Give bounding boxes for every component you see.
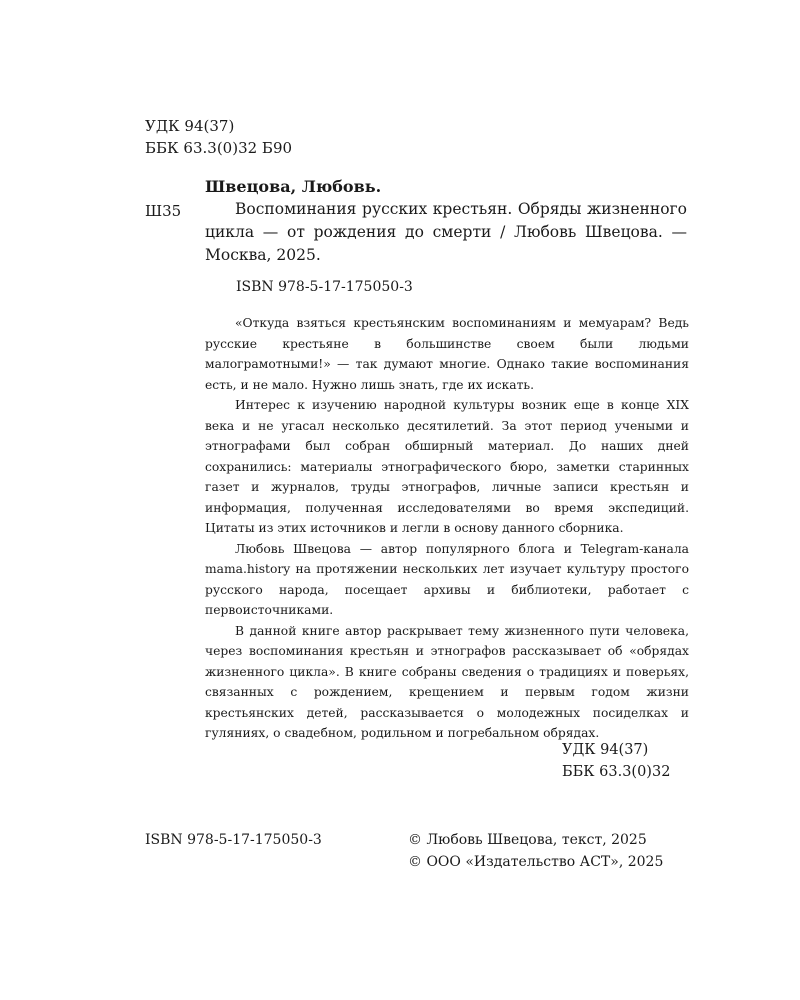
copyright-text: © Любовь Швецова, текст, 2025 [408,832,647,848]
isbn-top: ISBN 978-5-17-175050-3 [236,279,413,295]
copyright-publisher: © ООО «Издательство АСТ», 2025 [408,854,664,870]
classification-codes [145,115,292,159]
author-heading: Швецова, Любовь. [205,177,382,196]
annotation-paragraph: Любовь Швецова — автор популярного блога и Telegram-канала mama.history на протяжении нескольких лет изучает культуру простого русского народа, посещает архивы и библиотеки, работает с первоисточниками. [205,541,689,617]
bbk-code-bottom: ББК 63.3(0)32 [562,764,671,780]
classification-codes-bottom [562,739,670,783]
annotation-paragraph: Интерес к изучению народной культуры возник еще в конце XIX века и не угасал несколько десятилетий. За этот период учеными и этнографами был собран обширный материал. До наших дней сохранились: материалы этнографического бюро, заметки старинных газет и журналов, труды этнографов, личные записи крестьян и информация, полученная исследователями во время экспедиций. Цитаты из этих источников и легли в основу данного сборника. [205,398,689,535]
bbk-code: ББК 63.3(0)32 Б90 [145,139,293,157]
annotation-paragraph: В данной книге автор раскрывает тему жизненного пути человека, через воспоминания крестьян и этнографов рассказывает об «обрядах жизненного цикла». В книге собраны сведения о традициях и поверьях, связанных с рождением, крещением и первым годом жизни крестьянских детей, рассказывается о молодежных посиделках и гуляниях, о свадебном, родильном и погребальном обрядах. [205,623,689,740]
author-cutter-code: Ш35 [145,202,182,220]
isbn-bottom: ISBN 978-5-17-175050-3 [145,832,322,848]
copyright-block [408,829,663,873]
udk-code: УДК 94(37) [145,117,235,135]
bibliographic-description: Воспоминания русских крестьян. Обряды жизненного цикла — от рождения до смерти / Любовь Швецова. — Москва, 2025. [205,200,687,264]
annotation [205,313,689,744]
annotation-paragraph: «Откуда взяться крестьянским воспоминаниям и мемуарам? Ведь русские крестьяне в большинстве своем были людьми малограмотными!» — так думают многие. Однако такие воспоминания есть, и не мало. Нужно лишь знать, где их искать. [205,316,689,392]
udk-code-bottom: УДК 94(37) [562,742,649,758]
